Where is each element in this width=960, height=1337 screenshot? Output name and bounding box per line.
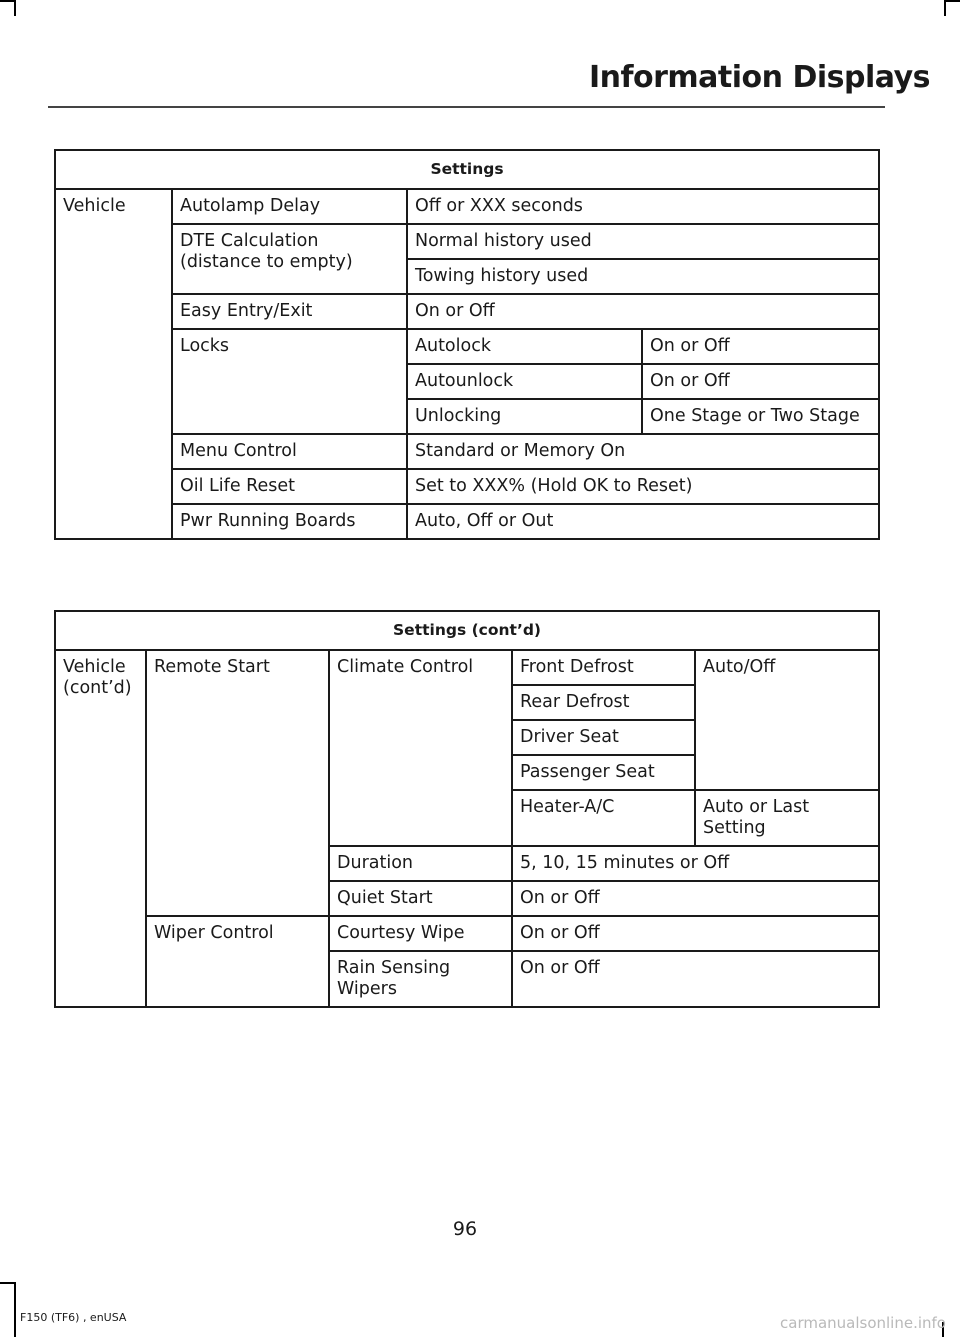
crop-mark bbox=[0, 1282, 14, 1284]
setting-label: Wiper Control bbox=[146, 916, 329, 1007]
crop-mark bbox=[0, 0, 14, 2]
footer-model: F150 (TF6) , enUSA bbox=[20, 1311, 127, 1324]
setting-value: One Stage or Two Stage bbox=[642, 399, 879, 434]
setting-sublabel: Courtesy Wipe bbox=[329, 916, 512, 951]
setting-label: DTE Calculation (distance to empty) bbox=[172, 224, 407, 294]
table-row bbox=[55, 916, 879, 951]
table-row bbox=[55, 189, 879, 224]
setting-value: On or Off bbox=[642, 329, 879, 364]
setting-value: On or Off bbox=[642, 364, 879, 399]
setting-item: Driver Seat bbox=[512, 720, 695, 755]
setting-sublabel: Rain Sensing Wipers bbox=[329, 951, 512, 1007]
setting-value: Towing history used bbox=[407, 259, 879, 294]
crop-mark bbox=[946, 0, 960, 2]
setting-value: Auto, Off or Out bbox=[407, 504, 879, 539]
table-row bbox=[55, 294, 879, 329]
table-row bbox=[55, 504, 879, 539]
setting-value: Auto or Last Setting bbox=[695, 790, 879, 846]
setting-value: 5, 10, 15 minutes or Off bbox=[512, 846, 879, 881]
setting-value: Off or XXX seconds bbox=[407, 189, 879, 224]
setting-sublabel: Climate Control bbox=[329, 650, 512, 846]
crop-mark bbox=[14, 0, 16, 16]
header-rule bbox=[48, 106, 885, 108]
setting-value: On or Off bbox=[512, 881, 879, 916]
setting-label: Oil Life Reset bbox=[172, 469, 407, 504]
page-title: Information Displays bbox=[588, 60, 930, 95]
page-number: 96 bbox=[452, 1218, 478, 1240]
table-row bbox=[55, 434, 879, 469]
setting-value: Set to XXX% (Hold OK to Reset) bbox=[407, 469, 879, 504]
setting-sublabel: Duration bbox=[329, 846, 512, 881]
setting-value: Auto/Off bbox=[695, 650, 879, 790]
watermark: carmanualsonline.info bbox=[780, 1314, 946, 1332]
setting-label: Locks bbox=[172, 329, 407, 434]
setting-sublabel: Autounlock bbox=[407, 364, 642, 399]
setting-item: Front Defrost bbox=[512, 650, 695, 685]
crop-mark bbox=[14, 1282, 16, 1337]
setting-sublabel: Autolock bbox=[407, 329, 642, 364]
setting-label: Pwr Running Boards bbox=[172, 504, 407, 539]
setting-item: Heater-A/C bbox=[512, 790, 695, 846]
table-row bbox=[55, 224, 879, 259]
category-cell: Vehicle bbox=[55, 189, 172, 539]
setting-label: Autolamp Delay bbox=[172, 189, 407, 224]
setting-sublabel: Unlocking bbox=[407, 399, 642, 434]
setting-sublabel: Quiet Start bbox=[329, 881, 512, 916]
table-caption: Settings bbox=[55, 150, 879, 189]
setting-value: Normal history used bbox=[407, 224, 879, 259]
setting-value: Standard or Memory On bbox=[407, 434, 879, 469]
setting-value: On or Off bbox=[512, 916, 879, 951]
settings-table bbox=[54, 149, 880, 540]
setting-item: Passenger Seat bbox=[512, 755, 695, 790]
table-row bbox=[55, 650, 879, 685]
setting-value: On or Off bbox=[512, 951, 879, 1007]
crop-mark bbox=[944, 0, 946, 16]
table-caption: Settings (cont’d) bbox=[55, 611, 879, 650]
setting-label: Menu Control bbox=[172, 434, 407, 469]
settings-table-continued bbox=[54, 610, 880, 1008]
setting-label: Easy Entry/Exit bbox=[172, 294, 407, 329]
setting-label: Remote Start bbox=[146, 650, 329, 916]
setting-item: Rear Defrost bbox=[512, 685, 695, 720]
category-cell: Vehicle (cont’d) bbox=[55, 650, 146, 1007]
table-row bbox=[55, 329, 879, 364]
table-row bbox=[55, 469, 879, 504]
setting-value: On or Off bbox=[407, 294, 879, 329]
